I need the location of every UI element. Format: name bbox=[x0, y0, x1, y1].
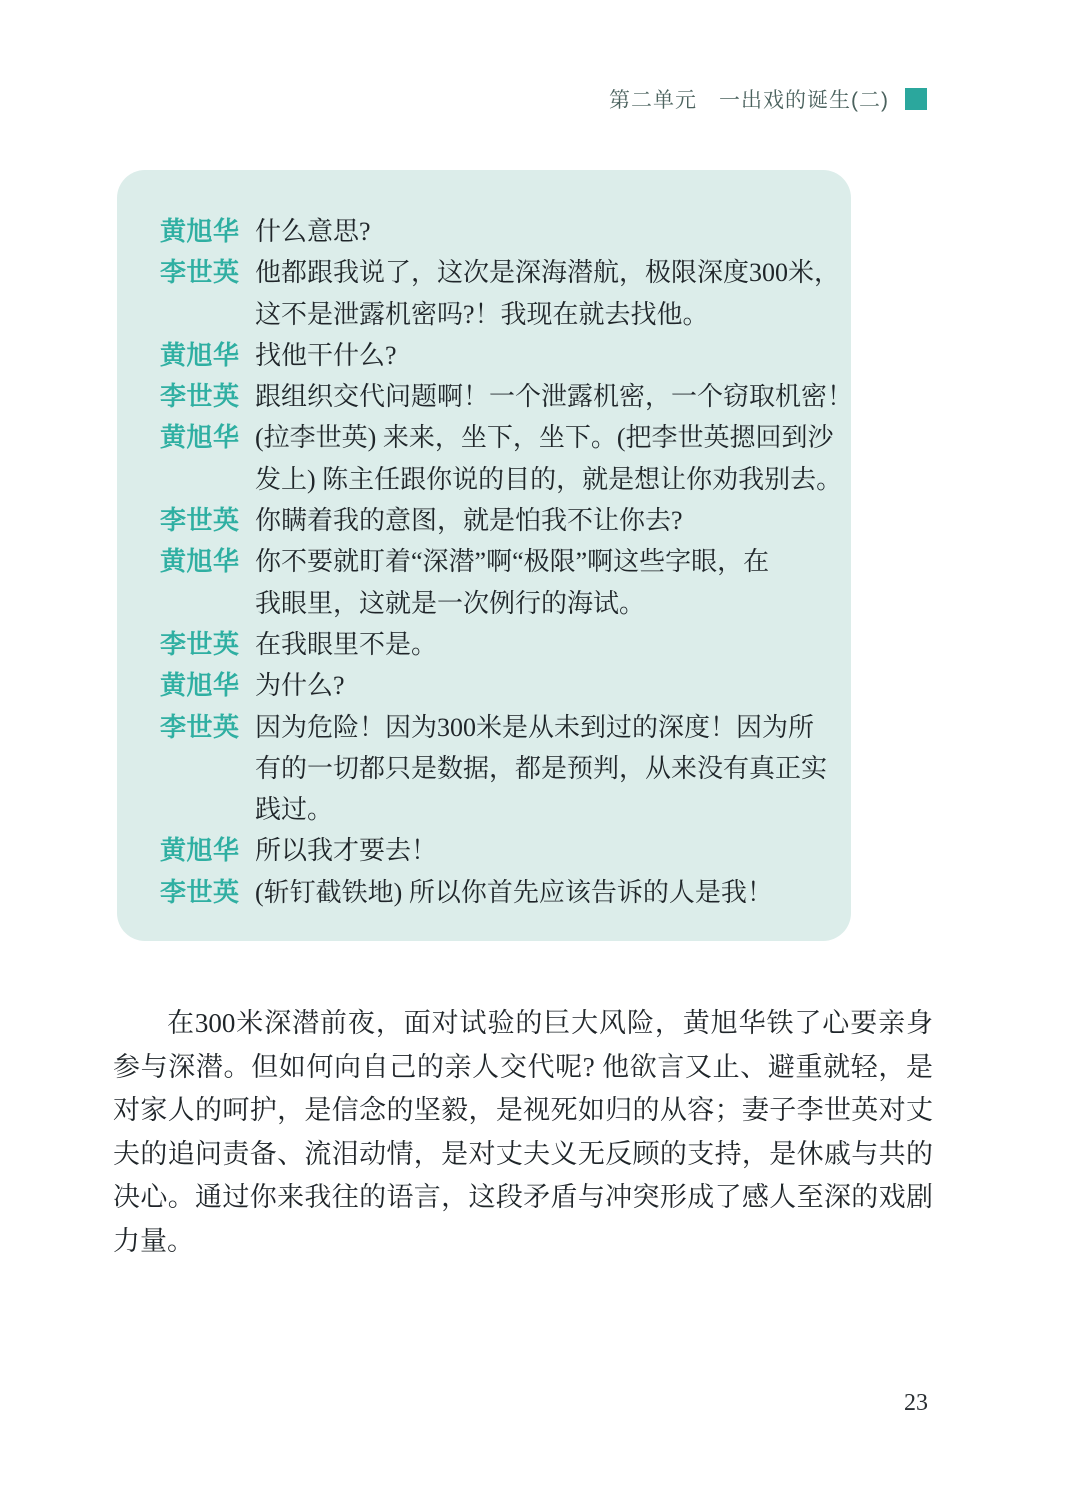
dialogue-row bbox=[160, 665, 813, 706]
dialogue-box bbox=[117, 170, 854, 941]
dialogue-speaker: 李世英 bbox=[160, 505, 240, 536]
header-square-marker bbox=[905, 88, 927, 110]
dialogue-speaker: 黄旭华 bbox=[160, 546, 240, 577]
dialogue-speech bbox=[255, 500, 813, 541]
dialogue-speaker: 黄旭华 bbox=[160, 339, 240, 370]
dialogue-speech-line: 所以我才要去！ bbox=[255, 836, 438, 866]
dialogue-speech-line: 我眼里，这就是一次例行的海试。 bbox=[255, 588, 646, 618]
dialogue-speaker: 李世英 bbox=[160, 381, 240, 412]
dialogue-speech-line: 这不是泄露机密吗?！我现在就去找他。 bbox=[255, 299, 709, 329]
page-number: 23 bbox=[904, 1390, 928, 1416]
dialogue-speaker: 李世英 bbox=[160, 711, 240, 742]
dialogue-row bbox=[160, 872, 813, 913]
dialogue-row bbox=[160, 211, 813, 252]
dialogue-speech-line: 他都跟我说了，这次是深海潜航，极限深度300米， bbox=[255, 258, 841, 288]
dialogue-speech bbox=[255, 335, 813, 376]
dialogue-speaker: 李世英 bbox=[160, 628, 240, 659]
dialogue-row bbox=[160, 541, 813, 624]
dialogue-speech-line: 践过。 bbox=[255, 795, 334, 825]
dialogue-row bbox=[160, 500, 813, 541]
dialogue-row bbox=[160, 417, 843, 500]
dialogue-speech-line: 跟组织交代问题啊！一个泄露机密，一个窃取机密！ bbox=[255, 382, 854, 412]
chapter-title: 一出戏的诞生(二) bbox=[719, 89, 889, 112]
dialogue-row bbox=[160, 376, 854, 417]
dialogue-speech bbox=[255, 872, 813, 913]
dialogue-row bbox=[160, 252, 841, 335]
dialogue-row bbox=[160, 624, 813, 665]
dialogue-speech bbox=[255, 252, 840, 335]
dialogue-speech-line: 你不要就盯着“深潜”啊“极限”啊这些字眼，在 bbox=[255, 547, 770, 577]
dialogue-speech-line: 因为危险！因为300米是从未到过的深度！因为所 bbox=[255, 712, 815, 742]
dialogue-speech-line: (拉李世英) 来来，坐下，坐下。(把李世英摁回到沙 bbox=[255, 423, 834, 453]
dialogue-speech-line: 你瞒着我的意图，就是怕我不让你去? bbox=[255, 506, 683, 536]
dialogue-speaker: 李世英 bbox=[160, 876, 240, 907]
dialogue-speech bbox=[255, 830, 813, 871]
dialogue-speaker: 黄旭华 bbox=[160, 835, 240, 866]
dialogue-speech bbox=[255, 541, 813, 624]
analysis-paragraph: 在300米深潜前夜，面对试验的巨大风险，黄旭华铁了心要亲身参与深潜。但如何向自己的亲人交代呢? 他欲言又止、避重就轻，是对家人的呵护，是信念的坚毅，是视死如归的从容；妻子李世英对丈夫的追问责备、流泪动情，是对丈夫义无反顾的支持，是休戚与共的决心。通过你来我往的语言，这段矛盾与冲突形成了感人至深的戏剧力量。 bbox=[113, 1008, 933, 1256]
dialogue-speech bbox=[255, 665, 813, 706]
dialogue-speech-line: (斩钉截铁地) 所以你首先应该告诉的人是我！ bbox=[255, 877, 773, 907]
dialogue-speaker: 黄旭华 bbox=[160, 422, 240, 453]
dialogue-speech bbox=[255, 707, 827, 831]
unit-label: 第二单元 bbox=[609, 89, 697, 112]
running-header bbox=[609, 84, 927, 114]
dialogue-speech-line: 有的一切都只是数据，都是预判，从来没有真正实 bbox=[255, 753, 828, 783]
dialogue-speech-line: 什么意思? bbox=[255, 217, 371, 246]
dialogue-speech bbox=[255, 211, 813, 252]
dialogue-speaker: 黄旭华 bbox=[160, 216, 240, 246]
dialogue-row bbox=[160, 707, 828, 831]
dialogue-speech-line: 发上) 陈主任跟你说的目的，就是想让你劝我别去。 bbox=[255, 464, 843, 494]
dialogue-speech bbox=[255, 417, 842, 500]
dialogue-speech-line: 在我眼里不是。 bbox=[255, 629, 438, 659]
dialogue-speech-line: 为什么? bbox=[255, 671, 345, 701]
dialogue-speaker: 黄旭华 bbox=[160, 670, 240, 701]
dialogue-row bbox=[160, 335, 813, 376]
dialogue-speech bbox=[255, 624, 813, 665]
dialogue-speech-line: 找他干什么? bbox=[255, 340, 397, 370]
dialogue-row bbox=[160, 830, 813, 871]
dialogue-speech bbox=[255, 376, 853, 417]
dialogue-speaker: 李世英 bbox=[160, 257, 240, 288]
